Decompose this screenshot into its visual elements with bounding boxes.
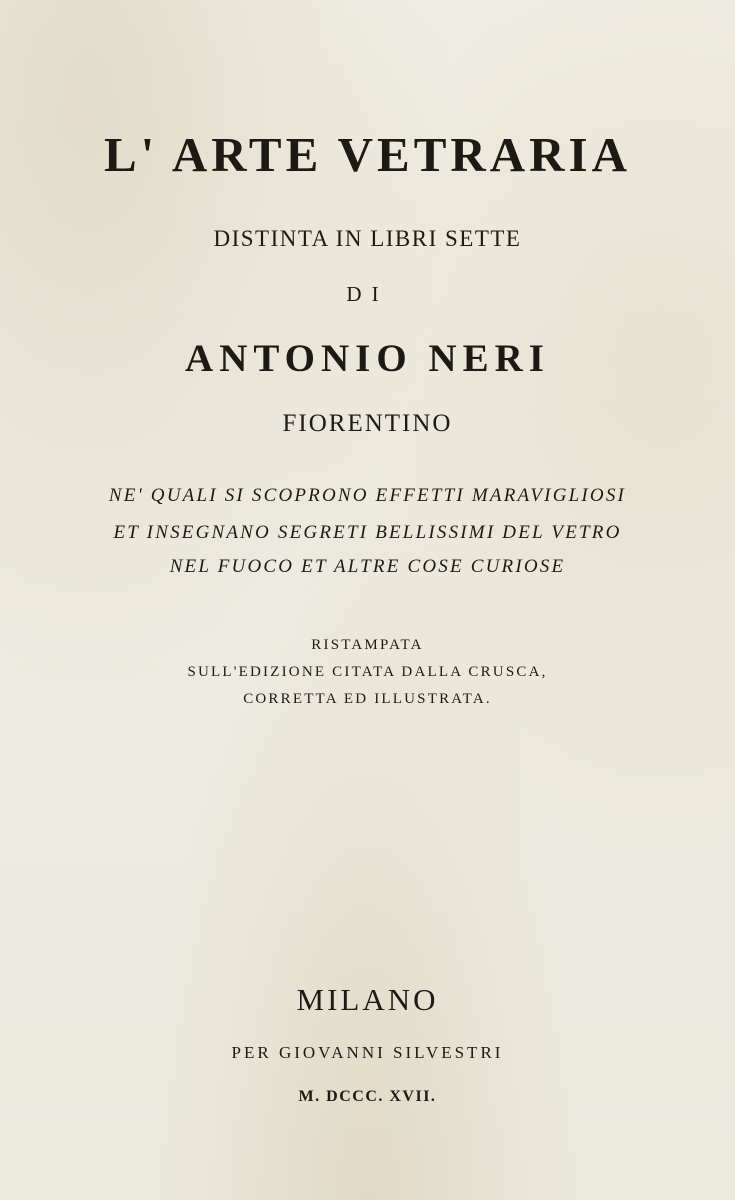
publication-place: MILANO xyxy=(296,982,439,1017)
book-subtitle: DISTINTA IN LIBRI SETTE xyxy=(213,226,522,251)
publisher-name: PER GIOVANNI SILVESTRI xyxy=(231,1043,504,1062)
by-label: DI xyxy=(346,282,389,306)
author-name: ANTONIO NERI xyxy=(185,337,550,380)
edition-line: CORRETTA ED ILLUSTRATA. xyxy=(243,691,492,707)
description-line: NE' QUALI SI SCOPRONO EFFETTI MARAVIGLIOSI xyxy=(108,485,627,506)
author-origin: FIORENTINO xyxy=(282,410,453,437)
book-title: L' ARTE VETRARIA xyxy=(104,127,631,182)
edition-line: RISTAMPATA xyxy=(311,637,424,653)
publication-date: M. DCCC. XVII. xyxy=(298,1088,437,1105)
description-line: NEL FUOCO ET ALTRE COSE CURIOSE xyxy=(169,556,566,577)
edition-line: SULL'EDIZIONE CITATA DALLA CRUSCA, xyxy=(187,664,548,680)
description-line: ET INSEGNANO SEGRETI BELLISSIMI DEL VETRO xyxy=(113,522,622,543)
